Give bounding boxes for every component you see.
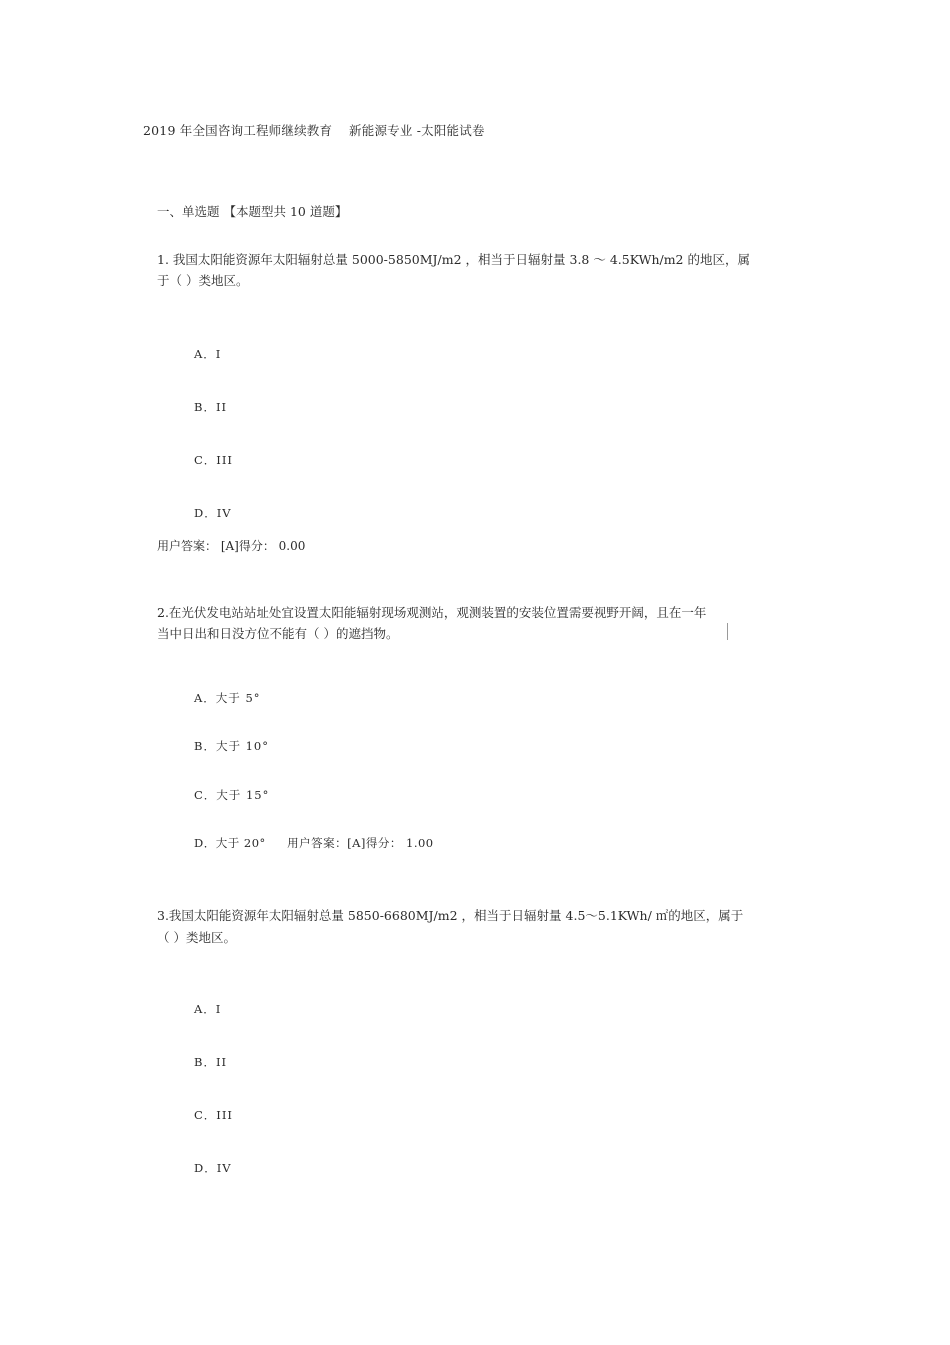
question-2-answer: 用户答案：[A]得分： 1.00	[287, 836, 434, 850]
section-heading: 一、单选题 【本题型共 10 道题】	[157, 204, 348, 219]
question-1-option-c[interactable]: C．III	[194, 453, 233, 467]
question-3-option-c[interactable]: C．III	[194, 1108, 233, 1122]
question-1-option-a[interactable]: A．I	[194, 347, 222, 361]
question-3-option-b[interactable]: B．II	[194, 1055, 228, 1069]
question-3-option-a[interactable]: A．I	[194, 1002, 222, 1016]
question-1-option-d[interactable]: D．IV	[194, 506, 232, 520]
question-3-option-d[interactable]: D．IV	[194, 1161, 232, 1175]
question-2-option-d[interactable]: D．大于 20°	[194, 836, 266, 850]
question-2-text-line2: 当中日出和日没方位不能有（ ）的遮挡物。	[157, 626, 399, 641]
text-cursor	[727, 623, 728, 640]
question-1-answer: 用户答案： [A]得分： 0.00	[157, 539, 306, 553]
question-1-text-line1: 1. 我国太阳能资源年太阳辐射总量 5000-5850MJ/m2 ，相当于日辐射量 3.8 ～ 4.5KWh/m2 的地区，属	[157, 252, 750, 267]
question-2-text-line1: 2.在光伏发电站站址处宜设置太阳能辐射现场观测站，观测装置的安装位置需要视野开阔，且在一年	[157, 605, 707, 620]
question-3-text-line1: 3.我国太阳能资源年太阳辐射总量 5850-6680MJ/m2 ，相当于日辐射量 4.5～5.1KWh/ ㎡的地区，属于	[157, 908, 744, 923]
question-1-text-line2: 于（ ）类地区。	[157, 273, 249, 288]
question-3-text-line2: （ ）类地区。	[157, 930, 236, 945]
question-2-option-b[interactable]: B．大于 10°	[194, 739, 269, 753]
question-2-option-d-row	[194, 835, 434, 851]
question-1-option-b[interactable]: B．II	[194, 400, 228, 414]
question-2-option-a[interactable]: A．大于 5°	[194, 691, 261, 705]
document-title: 2019 年全国咨询工程师继续教育 新能源专业 -太阳能试卷	[143, 123, 485, 138]
question-2-option-c[interactable]: C．大于 15°	[194, 788, 270, 802]
